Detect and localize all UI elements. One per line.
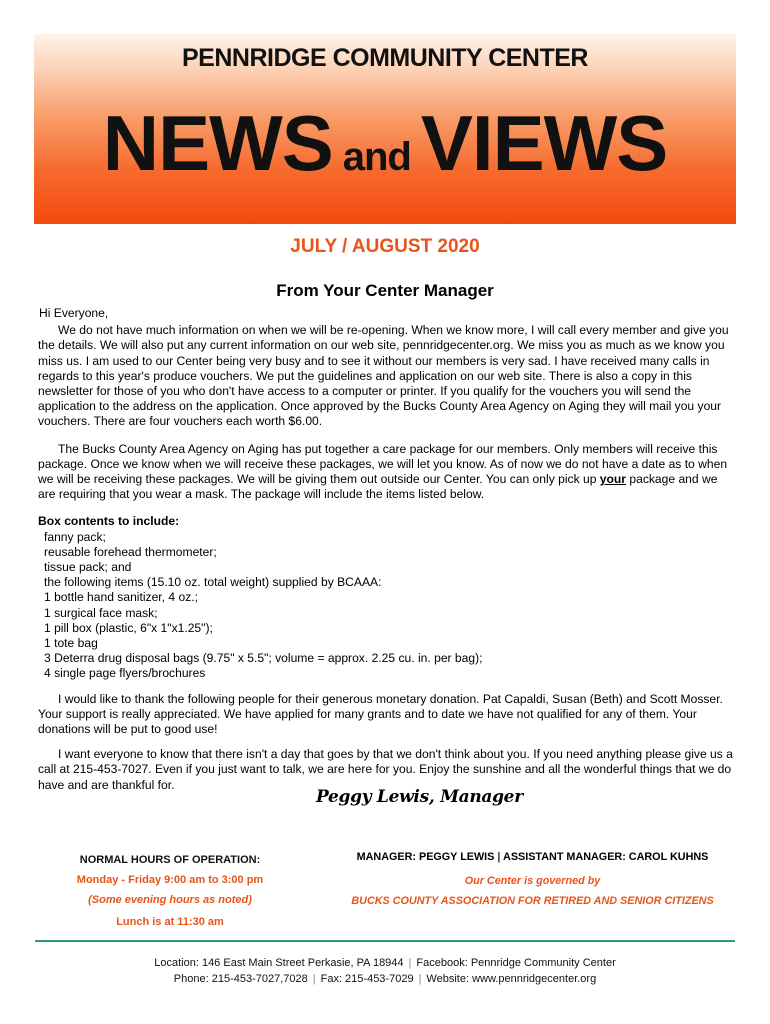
list-item: 1 surgical face mask;: [44, 605, 158, 620]
list-item: 4 single page flyers/brochures: [44, 666, 206, 681]
hours-block: [60, 850, 280, 932]
list-item: 1 tote bag: [44, 636, 98, 651]
separator: |: [312, 973, 316, 985]
hours-lunch: Lunch is at 11:30 am: [116, 916, 224, 928]
paragraph-closing: I want everyone to know that there isn't a day that goes by that we don't think about you. If you need anything please give us a call at 215-453-7027. Even if you just want to talk, we are here for you. Enjoy the sunshine and all the wonderful things that we do have and are thankful for.: [38, 747, 733, 792]
footer-line-2: [0, 971, 770, 987]
governed-by: Our Center is governed by: [464, 875, 601, 887]
issue-date: JULY / AUGUST 2020: [290, 236, 480, 257]
paragraph-reopening: We do not have much information on when we will be re-opening. When we know more, I will call every member and give you the details. We will also put any current information on our web site, pennridgecenter.org. We miss you as much as we know you miss us. I am used to our Center being very busy and to see it without our members is very sad. I have received many calls in regards to this year's produce vouchers. We put the guidelines and application on our web site. There is also a copy in this newsletter for those of you who don't have access to a computer or printer. If you qualify for the vouchers you will send the application to the address on the application. Once approved by the Bucks County Area Agency on Aging they will mail you your vouchers. There are four vouchers each worth $6.00.: [38, 323, 729, 429]
assistant-manager-name: ASSISTANT MANAGER: CAROL KUHNS: [503, 851, 709, 863]
care-package-text-1: The Bucks County Area Agency on Aging has put together a care package for our members. Only members will receive this package. Once we know when we will receive these packages, we will let you know. As of now we do not have a date as to when we will be receiving these packages. We will be giving them out outside our Center. You can only pick up: [38, 441, 728, 487]
box-contents-heading: Box contents to include:: [38, 514, 180, 529]
greeting: Hi Everyone,: [39, 306, 109, 320]
footer-facebook: Facebook: Pennridge Community Center: [416, 957, 616, 969]
list-item: the following items (15.10 oz. total weight) supplied by BCAAA:: [44, 575, 382, 590]
list-item: fanny pack;: [44, 529, 106, 544]
newsletter-title: [34, 98, 736, 189]
box-contents-list: [38, 530, 734, 682]
section-title: From Your Center Manager: [276, 281, 494, 300]
title-and: and: [342, 135, 411, 179]
list-item: reusable forehead thermometer;: [44, 544, 217, 559]
footer-phone: Phone: 215-453-7027,7028: [173, 973, 308, 985]
list-item: 1 pill box (plastic, 6"x 1"x1.25");: [44, 620, 213, 635]
care-package-text-2: package and we are requiring that you wear a mask. The package will include the items listed below.: [38, 472, 718, 502]
management-block: [340, 851, 725, 907]
paragraph-thanks: I would like to thank the following people for their generous monetary donation. Pat Capaldi, Susan (Beth) and Scott Mosser. Your support is really appreciated. We have applied for many grants and to date we have not qualified for any of them. Your donations will be put to good use!: [38, 691, 723, 737]
title-news: NEWS: [102, 99, 333, 187]
manager-name: MANAGER: PEGGY LEWIS: [356, 851, 495, 863]
manager-letter: [38, 306, 734, 793]
hours-title: NORMAL HOURS OF OPERATION:: [79, 854, 261, 866]
footer: [0, 955, 770, 987]
list-item: 3 Deterra drug disposal bags (9.75" x 5.5"; volume = approx. 2.25 cu. in. per bag);: [44, 651, 483, 666]
list-item: 1 bottle hand sanitizer, 4 oz.;: [44, 590, 198, 605]
separator: |: [418, 973, 422, 985]
care-package-emphasis: your: [599, 472, 627, 487]
list-item: tissue pack; and: [44, 560, 132, 575]
footer-fax: Fax: 215-453-7029: [320, 973, 414, 985]
org-name: PENNRIDGE COMMUNITY CENTER: [181, 44, 588, 72]
footer-divider: [35, 940, 735, 942]
association-name: BUCKS COUNTY ASSOCIATION FOR RETIRED AND SENIOR CITIZENS: [351, 895, 714, 907]
hours-note: (Some evening hours as noted): [88, 894, 252, 906]
footer-location: Location: 146 East Main Street Perkasie, PA 18944: [154, 957, 404, 969]
hours-days: Monday - Friday 9:00 am to 3:00 pm: [76, 874, 264, 886]
separator: |: [497, 851, 501, 863]
footer-website: Website: www.pennridgecenter.org: [426, 973, 597, 985]
masthead-banner: [34, 34, 736, 224]
footer-line-1: [0, 955, 770, 971]
separator: |: [408, 957, 412, 969]
paragraph-care-package: [38, 442, 734, 503]
title-views: VIEWS: [420, 99, 668, 187]
management-line: [340, 851, 725, 863]
signature: Peggy Lewis, Manager: [316, 787, 523, 807]
